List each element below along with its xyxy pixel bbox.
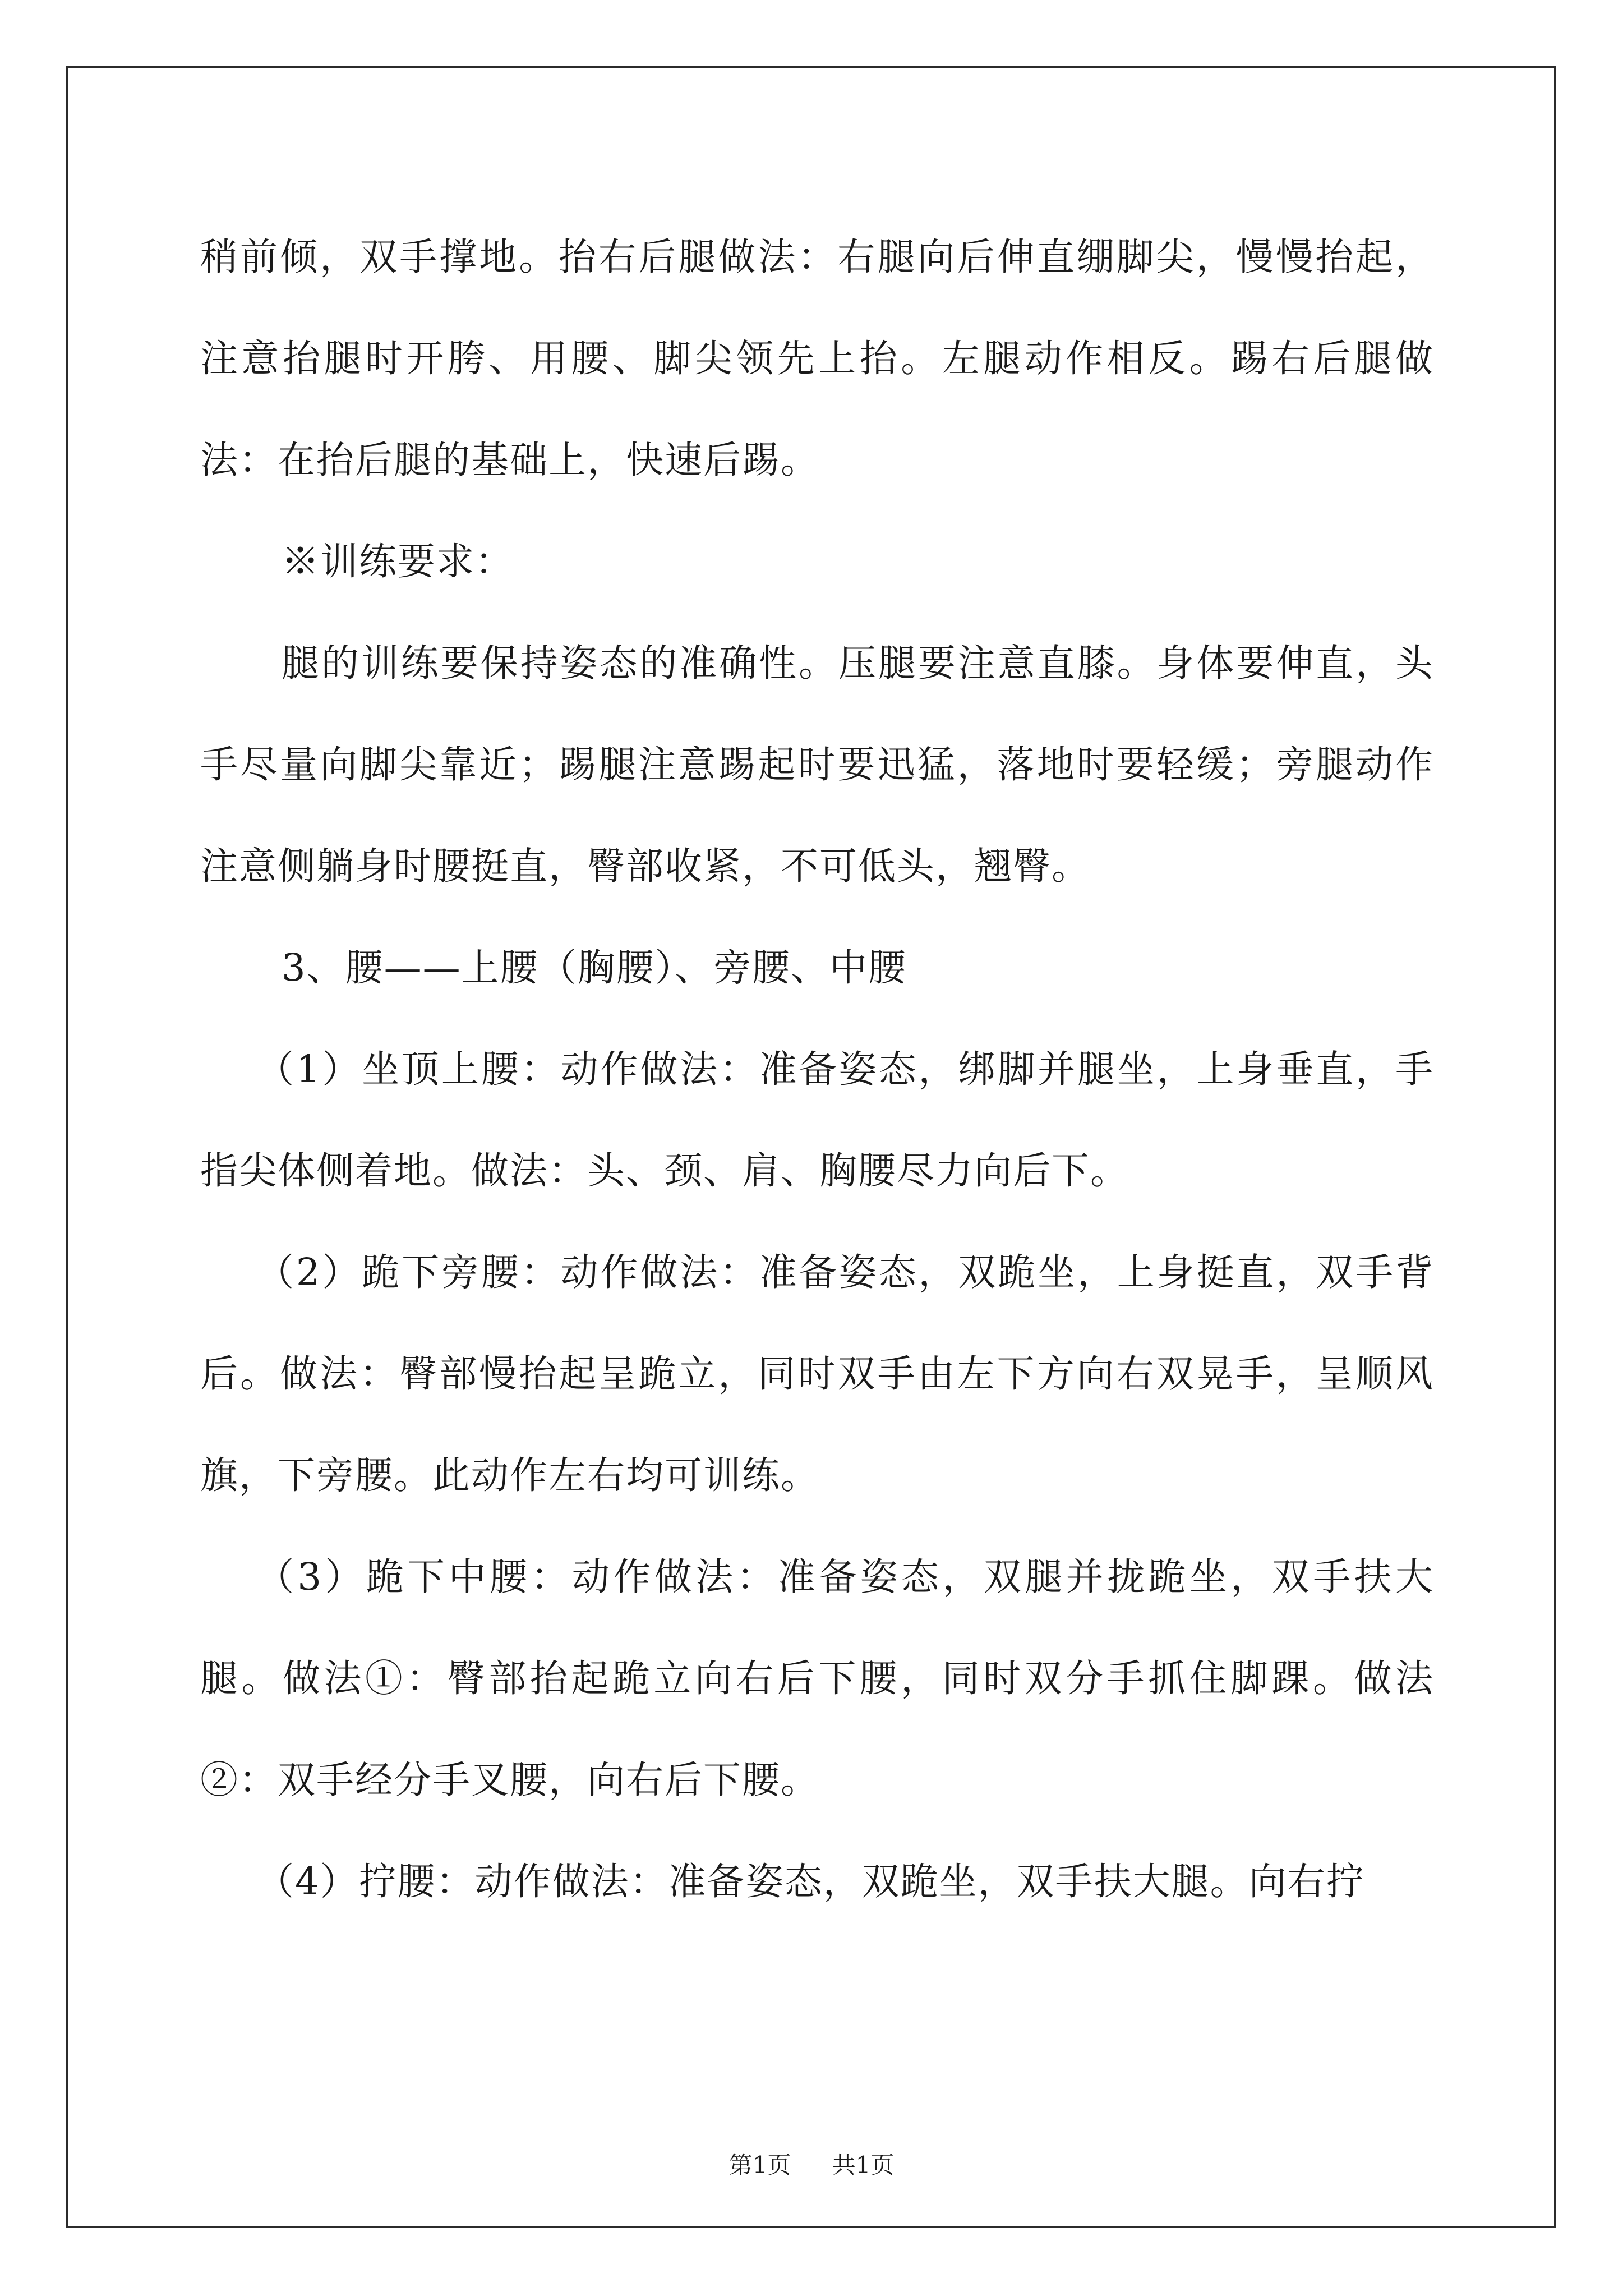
- page-number-total: 共1页: [832, 2151, 895, 2179]
- page-footer: [0, 2151, 1623, 2179]
- paragraph: 稍前倾，双手撑地。抬右后腿做法：右腿向后伸直绷脚尖，慢慢抬起，注意抬腿时开胯、用腰、脚尖领先上抬。左腿动作相反。踢右后腿做法：在抬后腿的基础上，快速后踢。: [200, 235, 1434, 482]
- paragraph: （3）跪下中腰：动作做法：准备姿态，双腿并拢跪坐，双手扶大腿。做法①：臀部抬起跪立向右后下腰，同时双分手抓住脚踝。做法②：双手经分手叉腰，向右后下腰。: [200, 1555, 1434, 1802]
- page-number-current: 第1页: [728, 2151, 791, 2179]
- paragraph: （2）跪下旁腰：动作做法：准备姿态，双跪坐，上身挺直，双手背后。做法：臀部慢抬起呈跪立，同时双手由左下方向右双晃手，呈顺风旗，下旁腰。此动作左右均可训练。: [200, 1250, 1434, 1497]
- document-body: [200, 206, 1434, 1932]
- section-heading: 3、腰——上腰（胸腰）、旁腰、中腰: [282, 946, 907, 990]
- section-heading: ※训练要求：: [282, 540, 514, 583]
- paragraph: 腿的训练要保持姿态的准确性。压腿要注意直膝。身体要伸直，头手尽量向脚尖靠近；踢腿注意踢起时要迅猛，落地时要轻缓；旁腿动作注意侧躺身时腰挺直，臀部收紧，不可低头，翘臀。: [200, 641, 1434, 888]
- paragraph: （1）坐顶上腰：动作做法：准备姿态，绑脚并腿坐，上身垂直，手指尖体侧着地。做法：头、颈、肩、胸腰尽力向后下。: [200, 1047, 1434, 1193]
- paragraph: （4）拧腰：动作做法：准备姿态，双跪坐，双手扶大腿。向右拧: [256, 1860, 1365, 1903]
